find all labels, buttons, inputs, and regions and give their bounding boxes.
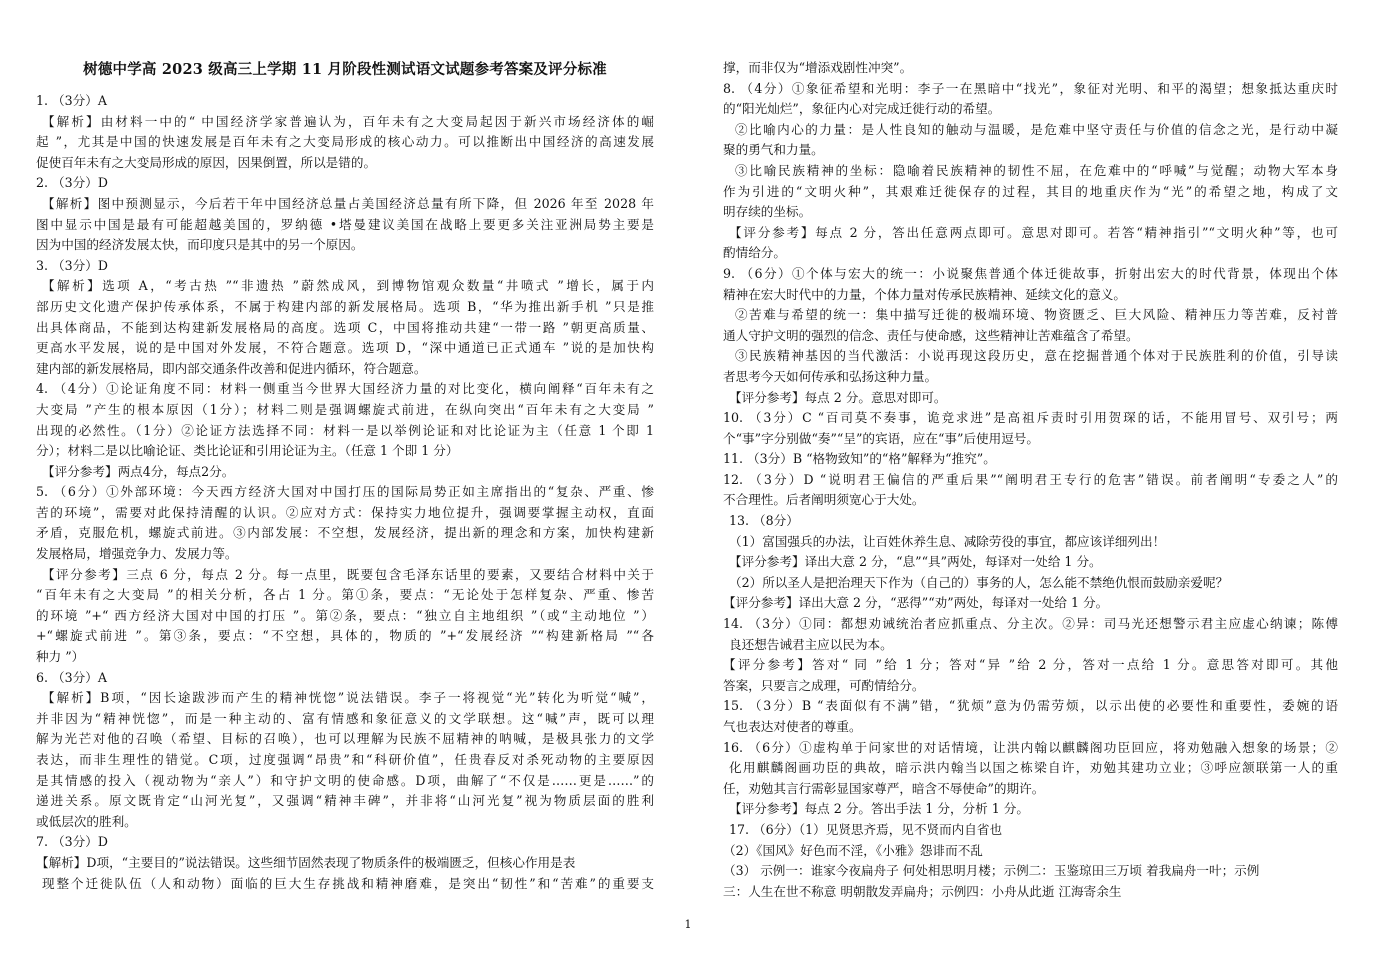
text-line: 并非因为“精神恍惚”，而是一种主动的、富有情感和象征意义的文学联想。这“喊”声，既可以理 [36,710,654,726]
text-line: 表达，而非生理性的错觉。C项，过度强调“昂贵”和“科研价值”，任贵春反对杀死动物的主要原因 [36,752,654,767]
text-line: 【评分参考】答对“ 同 ”给 1 分；答对“异 ”给 2 分，答对一点给 1 分。意思答对即可。其他 [723,657,1338,673]
text-line: 气也表达对使者的尊重。 [723,719,862,734]
text-line: ③民族精神基因的当代激活：小说再现这段历史，意在挖掘普通个体对于民族胜利的价值，引导读 [735,348,1338,364]
text-line: 10. （3分）C “百司莫不奏事，诡竞求进”是高祖斥责时引用贺琛的话，不能用冒号、双引号；两 [723,410,1338,426]
text-line: 精神在宏大时代中的力量，个体力量对传承民族精神、延续文化的意义。 [723,286,1126,302]
text-line: 大变局 ”产生的根本原因（1分）；材料二则是强调螺旋式前进，在纵向突出“百年未有之大变局 ” [36,401,654,417]
text-line: 图中显示中国是最有可能超越美国的，罗纳德 •塔曼建议美国在战略上要更多关注亚洲局势主要是 [36,216,654,232]
text-line: 任，劝勉其言行需彰显国家尊严，暗含不辱使命”的期许。 [723,780,1045,796]
text-line: 【解析】选项 A，“考古热 ”“非遗热 ”蔚然成风，到博物馆观众数量“井喷式 ”增长，属于内 [42,278,654,294]
text-line: 【解析】B项，“因长途跋涉而产生的精神恍惚”说法错误。李子一将视觉“光”转化为听觉“喊”， [42,690,654,706]
text-line: 3. （3分）D [36,257,108,273]
text-line: “百年未有之大变局 ”的相关分析，各占 1 分。第①条，要点：“无论处于怎样复杂、严重、惨苦 [36,587,654,603]
text-line: 撑，而非仅为“增添戏剧性冲突”。 [723,60,913,75]
text-line: 因为中国的经济发展太快，而印度只是其中的另一个原因。 [36,237,364,253]
text-line: 通人守护文明的强烈的信念、责任与使命感，这些精神让苦难蕴含了希望。 [723,327,1139,343]
text-line: 发展格局，增强竞争力、发展力等。 [36,546,238,562]
text-line: 8. （4分）①象征希望和光明：李子一在黑暗中“找光”，象征对光明、和平的渴望；想象抵达重庆时 [723,80,1338,96]
text-line: 部历史文化遗产保护传承体系，不属于构建内部的新发展格局。选项 B，“华为推出新手机 ”只是推 [36,298,654,314]
right-text-block [723,58,1338,902]
text-line: 三：人生在世不称意 明朝散发弄扁舟；示例四：小舟从此逝 江海寄余生 [723,883,1122,899]
text-line: 递进关系。原文既肯定“山河光复”，又强调“精神丰碑”，并非将“山河光复”视为物质层面的胜利 [36,793,654,809]
left-text-block [36,91,654,894]
text-line: 解为光芒对他的召唤（希望、目标的召唤），也可以理解为民族不屈精神的呐喊，是极具张力的文学 [36,731,654,747]
text-line: 11. （3分）B “格物致知”的“格”解释为“推究”。 [723,451,996,467]
text-line: 种力 ”） [36,649,85,665]
text-line: 良还想告诫君主应以民为本。 [729,636,893,652]
text-line: 【评分参考】两点4分，每点2分。 [42,463,235,479]
text-line: 的“阳光灿烂”，象征内心对完成迁徙行动的希望。 [723,101,1001,117]
text-line: 矛盾，克服危机，螺旋式前进。③内部发展：不空想，发展经济，提出新的理念和方案，加快构建新 [36,525,654,541]
text-line: 个“事”字分别做“奏”“呈”的宾语，应在“事”后使用逗号。 [723,430,1039,446]
text-line: 16. （6分）①虚构单于问家世的对话情境，让洪内翰以麒麟阁功臣回应，将劝勉融入想象的场景；② [723,739,1338,755]
left-column [36,58,654,894]
text-line: 出具体商品，不能到达构建新发展格局的高度。选项 C，中国将推动共建“一带一路 ”朝更高质量、 [36,319,654,335]
page-number: 1 [684,918,692,931]
text-line: 促使百年未有之大变局形成的原因，因果倒置，所以是错的。 [36,154,377,170]
text-line: 【解析】图中预测显示，今后若干年中国经济总量占美国经济总量有所下降，但 2026 年至 2028 年 [42,195,654,211]
text-line: 【评分参考】每点 2 分，答出任意两点即可。意思对即可。若答“精神指引”“文明火种”等，也可 [729,224,1338,240]
text-line: 是其情感的投入（视动物为“亲人”）和守护文明的使命感。D项，曲解了“不仅是……更是……”的 [36,772,654,788]
text-line: 【解析】D项，“主要目的”说法错误。这些细节固然表现了物质条件的极端匮乏，但核心作用是表 [36,854,576,870]
document-title: 树德中学高 2023 级高三上学期 11 月阶段性测试语文试题参考答案及评分标准 [83,61,607,78]
text-line: 14. （3分）①同：都想劝诫统治者应抓重点、分主次。②异：司马光还想警示君主应虚心纳谏；陈傅 [723,616,1338,632]
text-line: （2）所以圣人是把治理天下作为（自己的）事务的人，怎么能不禁绝仇恨而鼓励亲爱呢？ [729,574,1229,590]
text-line: 15. （3分）B “表面似有不满”错，“犹烦”意为仍需劳烦，以示出使的必要性和重要性，委婉的语 [723,698,1338,714]
text-line: （1）富国强兵的办法，让百姓休养生息、减除劳役的事宜，都应该详细列出！ [729,533,1166,549]
text-line: 【评分参考】译出大意 2 分，“息”“具”两处，每译对一处给 1 分。 [729,554,1102,570]
text-line: 苦的环境”，需要对此保持清醒的认识。②应对方式：保持实力地位提升，强调要掌握主动权，直面 [36,504,654,520]
text-line: 【评分参考】三点 6 分，每点 2 分。每一点里，既要包含毛泽东话里的要素，又要结合材料中关于 [42,566,654,582]
text-line: +“螺旋式前进 ”。第③条，要点：“不空想，具体的，物质的 ”+“发展经济 ”“构建新格局 ”“各 [36,628,654,644]
text-line: 6. （3分）A [36,669,107,685]
right-column [723,58,1338,902]
text-line: 答案，只要言之成理，可酌情给分。 [723,677,925,693]
text-line: 作为引进的“文明火种”，其艰难迁徙保存的过程，其目的地重庆作为“光”的希望之地，构成了文 [723,183,1338,199]
text-line: 2. （3分）D [36,175,108,191]
text-line: 17. （6分）（1）见贤思齐焉，见不贤而内自省也 [729,821,1003,837]
text-line: （2）《国风》好色而不淫，《小雅》怨诽而不乱 [723,842,983,858]
text-line: ②苦难与希望的统一：集中描写迁徙的极端环境、物资匮乏、巨大风险、精神压力等苦难，反衬普 [735,307,1338,323]
text-line: 出现的必然性。（1分）②论证方法选择不同：材料一是以举例论证和对比论证为主（任意 1 个即 1 [36,422,654,438]
text-line: ②比喻内心的力量：是人性良知的触动与温暖，是危难中坚守责任与价值的信念之光，是行动中凝 [735,121,1338,137]
text-line: ③比喻民族精神的坐标：隐喻着民族精神的韧性不屈，在危难中的“呼喊”与觉醒；动物大军本身 [735,162,1338,178]
text-line: 13. （8分） [729,513,799,529]
text-line: 的环境 ”+“ 西方经济大国对中国的打压 ”。第②条，要点：“独立自主地组织 ”（或“主动地位 ”） [36,607,654,623]
text-line: 建内部的新发展格局，即内部交通条件改善和促进内循环，符合题意。 [36,360,427,376]
text-line: 【评分参考】每点 2 分。意思对即可。 [729,389,947,405]
text-line: 起 ”，尤其是中国的快速发展是百年未有之大变局形成的核心动力。可以推断出中国经济的高速发展 [36,134,654,150]
text-line: 化用麒麟阁画功臣的典故，暗示洪内翰当以国之栋梁自许，劝勉其建功立业；③呼应颔联第一人的重 [729,760,1338,776]
text-line: 12. （3分）D “说明君王偏信的严重后果”“阐明君王专行的危害”错误。前者阐明“专委之人”的 [723,471,1338,487]
text-line: 分）；材料二是以比喻论证、类比论证和引用论证为主。（任意 1 个即 1 分） [36,443,459,459]
text-line: 4. （4分）①论证角度不同：材料一侧重当今世界大国经济力量的对比变化，横向阐释“百年未有之 [36,381,654,397]
text-line: 者思考今天如何传承和弘扬这种力量。 [723,368,938,384]
text-line: 酌情给分。 [723,245,786,261]
text-line: 【评分参考】每点 2 分。答出手法 1 分，分析 1 分。 [729,801,1029,817]
text-line: 更高水平发展，说的是中国对外发展，不符合题意。选项 D，“深中通道已正式通车 ”说的是加快构 [36,340,654,356]
text-line: 1. （3分）A [36,93,107,108]
text-line: 聚的勇气和力量。 [723,142,824,158]
text-line: 不合理性。后者阐明须宽心于大处。 [723,492,925,508]
text-line: 5. （6分）①外部环境：今天西方经济大国对中国打压的国际局势正如主席指出的“复杂、严重、惨 [36,484,654,500]
text-line: 7. （3分）D [36,834,108,850]
text-line: （3） 示例一：谁家今夜扁舟子 何处相思明月楼；示例二：玉鉴琼田三万顷 着我扁舟一叶；示例 [723,863,1260,879]
text-line: 9. （6分）①个体与宏大的统一：小说聚焦普通个体迁徙故事，折射出宏大的时代背景，体现出个体 [723,265,1338,281]
text-line: 【评分参考】译出大意 2 分，“恶得”“劝”两处，每译对一处给 1 分。 [723,595,1109,611]
text-line: 或低层次的胜利。 [36,813,137,829]
text-line: 【解析】由材料一中的“ 中国经济学家普遍认为，百年未有之大变局起因于新兴市场经济体的崛 [42,113,654,129]
text-line: 现整个迁徙队伍（人和动物）面临的巨大生存挑战和精神磨难，是突出“韧性”和“苦难”的重要支 [42,875,654,891]
text-line: 明存续的坐标。 [723,204,812,220]
